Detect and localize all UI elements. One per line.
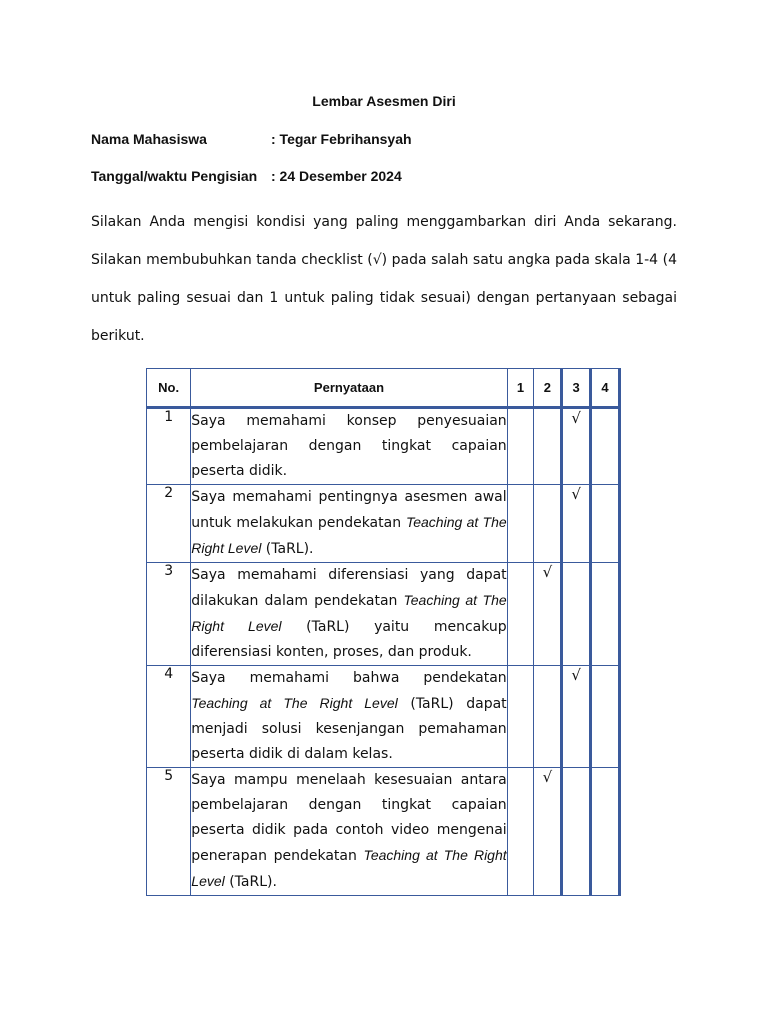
- row-statement: [191, 485, 507, 563]
- statement-text: (TaRL).: [261, 541, 314, 557]
- header-score-2: 2: [534, 369, 562, 408]
- statement-text: Saya memahami diferensiasi yang dapat dilakukan dalam pendekatan: [191, 567, 507, 609]
- score-cell-3: [562, 768, 591, 896]
- document-title: Lembar Asesmen Diri: [312, 93, 456, 109]
- student-name-row: [91, 131, 412, 147]
- fill-date-label: Tanggal/waktu Pengisian: [91, 168, 258, 184]
- check-mark: √: [542, 563, 553, 581]
- intro-paragraph: Silakan Anda mengisi kondisi yang paling menggambarkan diri Anda sekarang. Silakan membubuhkan tanda checklist (√) pada salah satu angka pada skala 1-4 (4 untuk paling sesuai dan 1 untuk paling tidak sesuai) dengan pertanyaan sebagai berikut.: [91, 214, 677, 344]
- score-cell-4: [591, 768, 620, 896]
- row-statement: [191, 768, 507, 896]
- statement-text: (TaRL) yaitu mencakup diferensiasi konten, proses, dan produk.: [191, 619, 507, 660]
- header-no: No.: [147, 369, 191, 408]
- table-row: [147, 666, 620, 768]
- fill-date-value: : 24 Desember 2024: [271, 168, 402, 184]
- score-cell-4: [591, 563, 620, 666]
- statement-italic-text: Teaching at The Right Level: [191, 592, 507, 634]
- header-score-4: 4: [591, 369, 620, 408]
- row-statement: [191, 563, 507, 666]
- statement-italic-text: Teaching at The Right Level: [191, 847, 507, 889]
- row-number: 5: [147, 768, 191, 896]
- row-statement: [191, 408, 507, 485]
- statement-text: Saya memahami pentingnya asesmen awal untuk melakukan pendekatan: [191, 489, 507, 531]
- score-cell-2: [534, 666, 562, 768]
- check-mark: √: [571, 485, 581, 503]
- row-number: 2: [147, 485, 191, 563]
- row-number: 4: [147, 666, 191, 768]
- statement-text: Saya memahami bahwa pendekatan: [191, 670, 507, 686]
- statement-text: Saya mampu menelaah kesesuaian antara pembelajaran dengan tingkat capaian peserta didik pada contoh video mengenai penerapan pendekatan: [191, 772, 507, 864]
- check-mark: √: [571, 666, 581, 684]
- score-cell-1: [507, 666, 534, 768]
- score-cell-2: [534, 768, 562, 896]
- row-number: 3: [147, 563, 191, 666]
- statement-italic-text: Teaching at The Right Level: [191, 695, 398, 711]
- header-score-3: 3: [562, 369, 591, 408]
- check-mark: √: [571, 409, 581, 427]
- student-name-value: : Tegar Febrihansyah: [271, 131, 412, 147]
- score-cell-1: [507, 768, 534, 896]
- header-score-1: 1: [507, 369, 534, 408]
- assessment-table: [146, 368, 621, 896]
- check-mark: √: [542, 768, 553, 786]
- row-number: 1: [147, 408, 191, 485]
- table-row: [147, 485, 620, 563]
- statement-italic-text: Teaching at The Right Level: [191, 514, 507, 556]
- score-cell-2: [534, 408, 562, 485]
- row-statement: [191, 666, 507, 768]
- score-cell-1: [507, 563, 534, 666]
- score-cell-3: [562, 408, 591, 485]
- statement-text: (TaRL).: [224, 874, 277, 890]
- table-row: [147, 768, 620, 896]
- score-cell-2: [534, 485, 562, 563]
- table-row: [147, 408, 620, 485]
- score-cell-1: [507, 485, 534, 563]
- score-cell-3: [562, 563, 591, 666]
- statement-text: (TaRL) dapat menjadi solusi kesenjangan pemahaman peserta didik di dalam kelas.: [191, 696, 507, 762]
- score-cell-4: [591, 666, 620, 768]
- score-cell-3: [562, 485, 591, 563]
- table-row: [147, 563, 620, 666]
- score-cell-2: [534, 563, 562, 666]
- score-cell-3: [562, 666, 591, 768]
- score-cell-1: [507, 408, 534, 485]
- student-name-label: Nama Mahasiswa: [91, 131, 207, 147]
- score-cell-4: [591, 408, 620, 485]
- statement-text: Saya memahami konsep penyesuaian pembelajaran dengan tingkat capaian peserta didik.: [191, 413, 507, 479]
- table-header-row: [147, 369, 620, 408]
- fill-date-row: [91, 168, 402, 184]
- header-statement: Pernyataan: [191, 369, 507, 408]
- score-cell-4: [591, 485, 620, 563]
